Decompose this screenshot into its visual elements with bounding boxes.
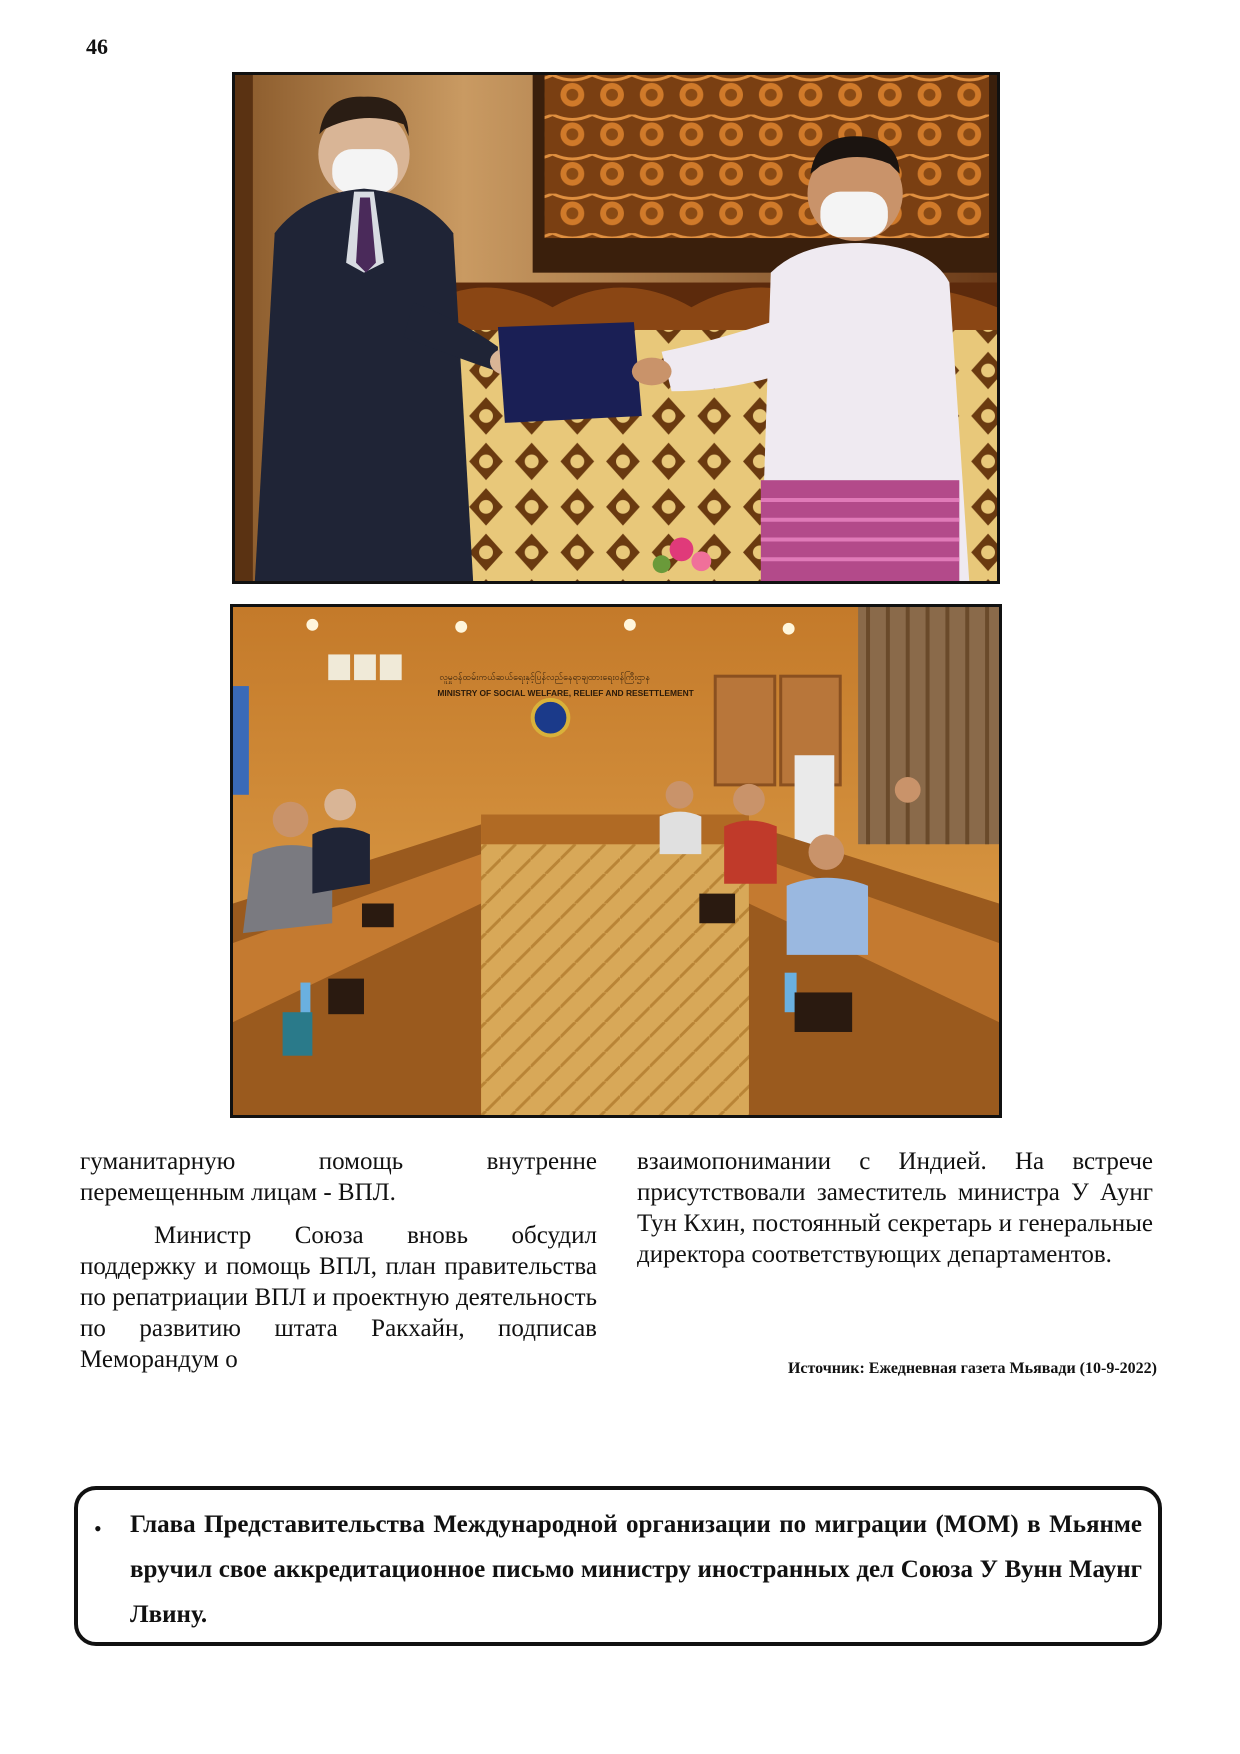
credentials-presentation-photo-icon [235,75,997,581]
headline-text: Глава Представительства Международной организации по миграции (МОМ) в Мьянме вручил свое аккредитационное письмо министру иностранных дел Союза У Вунн Маунг Лвину. [130,1511,1142,1628]
page-number: 46 [86,34,108,59]
bullet-icon: • [94,1516,102,1541]
ministry-sign-english: MINISTRY OF SOCIAL WELFARE, RELIEF AND RESETTLEMENT [437,687,694,698]
source-citation: Источник: Ежедневная газета Мьявади (10-9-2022) [787,1360,1157,1377]
article-paragraph: Министр Союза вновь обсудил поддержку и помощь ВПЛ, план правительства по репатриации ВПЛ и проектную деятельность по развитию штата Ракхайн, подписав Меморандум о [80,1222,597,1373]
headline-callout [74,1486,1162,1646]
meeting-room-photo-icon [233,607,999,1115]
photo-credentials-presentation [232,72,1000,584]
ministry-sign-burmese: လူမှုဝန်ထမ်းကယ်ဆယ်ရေးနှင့်ပြန်လည်နေရာချထားရေးဝန်ကြီးဌာန [439,673,651,684]
article-paragraph: взаимопонимании с Индией. На встрече присутствовали заместитель министра У Аунг Тун Кхин, постоянный секретарь и генеральные директора соответствующих департаментов. [637,1148,1153,1268]
article-paragraph: гуманитарную помощь внутренне перемещенным лицам - ВПЛ. [80,1148,597,1206]
article-column-left [80,1146,597,1375]
article-column-right [637,1146,1153,1270]
photo-meeting-room [230,604,1002,1118]
